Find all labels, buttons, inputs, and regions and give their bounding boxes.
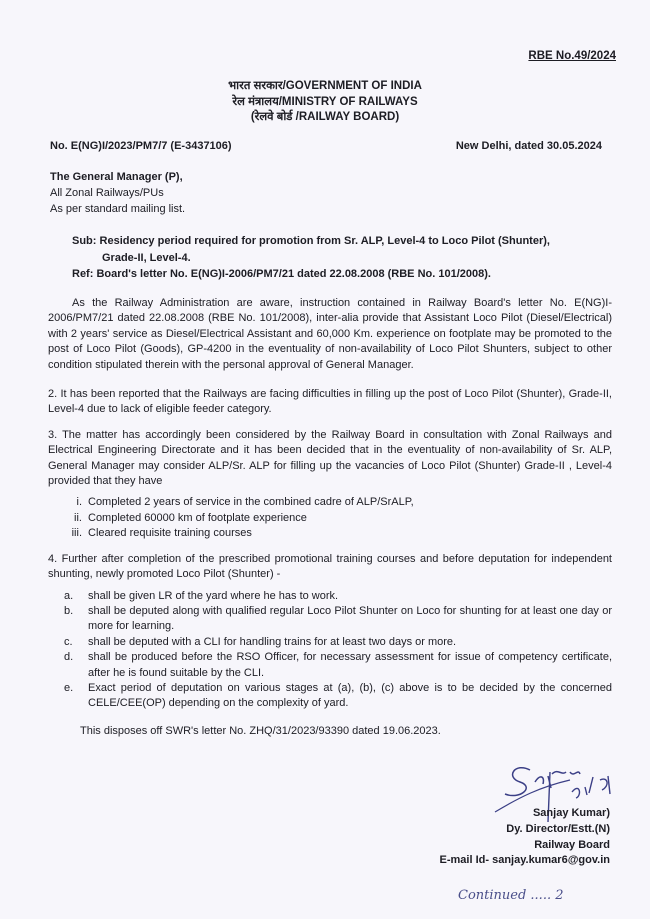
letterhead	[0, 79, 650, 126]
continued-note: Continued ..... 2	[458, 888, 564, 903]
signatory-email: E-mail Id- sanjay.kumar6@gov.in	[439, 854, 610, 867]
list-item	[48, 650, 612, 681]
list-item	[48, 511, 612, 526]
paragraph-4: 4. Further after completion of the prescribed promotional training courses and before deputation for independent shunting, newly promoted Loco Pilot (Shunter) -	[48, 552, 612, 581]
list-item	[48, 589, 612, 604]
list-marker: b.	[64, 604, 74, 617]
list-text: shall be given LR of the yard where he has to work.	[88, 589, 339, 602]
signatory-designation: Dy. Director/Estt.(N)	[506, 822, 610, 835]
list-text: Completed 2 years of service in the combined cadre of ALP/SrALP,	[88, 496, 414, 509]
list-text: Completed 60000 km of footplate experience	[88, 511, 307, 524]
letterhead-line-government: भारत सरकार/GOVERNMENT OF INDIA	[228, 80, 422, 92]
letter-body	[48, 296, 612, 739]
list-marker: e.	[64, 681, 74, 694]
addressee-line: As per standard mailing list.	[50, 203, 186, 215]
rbe-number: RBE No.49/2024	[528, 50, 616, 62]
list-text: shall be deputed along with qualified regular Loco Pilot Shunter on Loco for shunting for at least one day or more for learning.	[88, 604, 612, 633]
list-text: Cleared requisite training courses	[88, 527, 252, 540]
list-marker: c.	[64, 635, 73, 648]
subject-label: Sub:	[72, 235, 97, 247]
paragraph-3: 3. The matter has accordingly been considered by the Railway Board in consultation with Zonal Railways and Electrical Engineering Directorate and it has been decided that in the eventuality of non-availability of Sr. ALP, General Manager may consider ALP/Sr. ALP for filling up the vacancies of Loco Pilot (Shunter) Grade-II , Level-4 provided that they have	[48, 428, 612, 488]
addressee-line: All Zonal Railways/PUs	[50, 187, 164, 199]
signature-block	[440, 806, 610, 869]
subject-block	[72, 233, 612, 283]
list-item	[48, 635, 612, 650]
paragraph-1: As the Railway Administration are aware, instruction contained in Railway Board's letter No. E(NG)I-2006/PM7/21 dated 22.08.2008 (RBE No. 101/2008), inter-alia provide that Assistant Loco Pilot (Diesel/Electrical) with 2 years' service as Diesel/Electrical Assistant and 60,000 Km. experience on footplate may be promoted to the post of Loco Pilot (Goods), GP-4200 in the eventuality of non-availability of Loco Pilot Shunters, subject to other condition stipulated therein with the personal approval of General Manager.	[48, 297, 612, 371]
list-text: Exact period of deputation on various stages at (a), (b), (c) above is to be decided by the concerned CELE/CEE(OP) depending on the complexity of yard.	[88, 681, 612, 710]
letterhead-line-ministry: रेल मंत्रालय/MINISTRY OF RAILWAYS	[232, 95, 418, 108]
list-text: shall be deputed with a CLI for handling trains for at least two days or more.	[88, 635, 457, 648]
subject-text: Residency period required for promotion from Sr. ALP, Level-4 to Loco Pilot (Shunter),	[99, 235, 550, 247]
letterhead-line-board: (रेलवे बोर्ड /RAILWAY BOARD)	[250, 111, 400, 123]
addressee	[50, 169, 185, 217]
paragraph-2: 2. It has been reported that the Railways are facing difficulties in filling up the post of Loco Pilot (Shunter), Grade-II, Level-4 due to lack of eligible feeder category.	[48, 388, 612, 416]
list-marker: d.	[64, 651, 74, 664]
list-item	[48, 604, 612, 635]
signatory-name: Sanjay Kumar)	[532, 807, 610, 819]
list-item	[48, 681, 612, 712]
list-item	[48, 526, 612, 541]
list-marker: i.	[76, 496, 82, 509]
list-text: shall be produced before the RSO Officer, for necessary assessment for issue of competency certificate, after he is found suitable by the CLI.	[88, 651, 612, 679]
signatory-office: Railway Board	[534, 838, 610, 851]
eligibility-list	[48, 495, 612, 541]
list-marker: a.	[64, 589, 74, 602]
subject-text-cont: Grade-II, Level-4.	[102, 251, 191, 264]
deputation-list	[48, 589, 612, 712]
place-date: New Delhi, dated 30.05.2024	[455, 140, 602, 152]
list-marker: ii.	[74, 511, 82, 524]
addressee-line: The General Manager (P),	[50, 171, 183, 183]
disposal-note: This disposes off SWR's letter No. ZHQ/31/2023/93390 dated 19.06.2023.	[80, 724, 441, 737]
reference-label: Ref:	[72, 268, 94, 280]
letter-number: No. E(NG)I/2023/PM7/7 (E-3437106)	[50, 140, 232, 152]
list-item	[48, 495, 612, 510]
list-marker: iii.	[71, 527, 82, 540]
reference-text: Board's letter No. E(NG)I-2006/PM7/21 dated 22.08.2008 (RBE No. 101/2008).	[96, 268, 491, 280]
